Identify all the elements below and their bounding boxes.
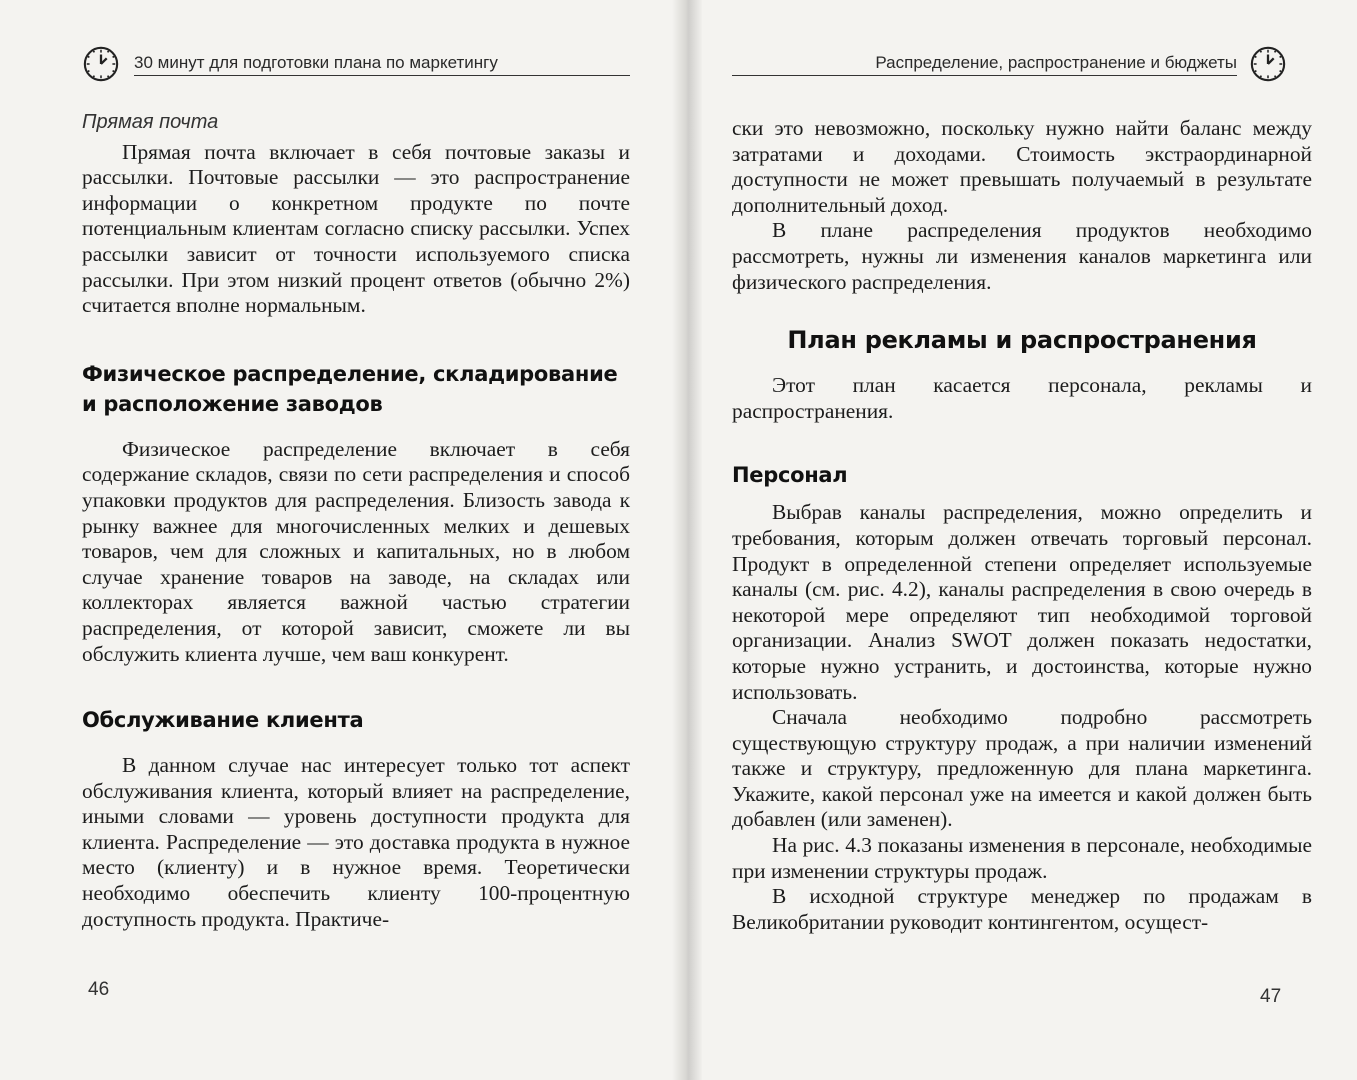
paragraph-personnel-1: Выбрав каналы распределения, можно определить и требования, которым должен отвечать торговый персонал. Продукт в определенной степени определяет используемые каналы (см. рис. 4.2), каналы распределения в свою очередь в некоторой мере определяют тип необходимой торговой организации. Анализ SWOT должен показать недостатки, которые нужно устранить, и достоинства, которые нужно использовать. — [732, 500, 1312, 704]
paragraph-direct-mail: Прямая почта включает в себя почтовые заказы и рассылки. Почтовые рассылки — это распространение информации о конкретном продукте по почте потенциальным клиентам согласно списку рассылки. Успех рассылки зависит от точности используемого списка рассылки. При этом низкий процент ответов (обычно 2%) считается вполне нормальным. — [82, 139, 630, 318]
subsection-title-direct-mail: Прямая почта — [82, 111, 219, 133]
right-running-head — [732, 44, 1287, 84]
paragraph-advertising-plan: Этот план касается персонала, рекламы и распространения. — [732, 373, 1312, 423]
paragraph-distribution-plan: В плане распределения продуктов необходимо рассмотреть, нужны ли изменения каналов маркетинга или физического распределения. — [732, 218, 1312, 294]
page-number-right: 47 — [1260, 986, 1282, 1007]
section-title-customer-service: Обслуживание клиента — [82, 708, 364, 733]
left-running-head-text: 30 минут для подготовки плана по маркетингу — [134, 53, 630, 76]
section-title-advertising-plan: План рекламы и распространения — [787, 326, 1257, 355]
paragraph-physical-distribution: Физическое распределение включает в себя содержание складов, связи по сети распределения и способ упаковки продуктов для распределения. Близость завода к рынку важнее для многочисленных мелких и дешевых товаров, чем для сложных и капитальных, но в любом случае хранение товаров на заводе, на складах или коллекторах является важной частью стратегии распределения, от которой зависит, сможете ли вы обслужить клиента лучше, чем ваш конкурент. — [82, 436, 630, 666]
right-running-head-text: Распределение, распространение и бюджеты — [732, 53, 1237, 76]
clock-icon — [82, 45, 120, 83]
paragraph-personnel-2: Сначала необходимо подробно рассмотреть существующую структуру продаж, а при наличии изменений также и структуру, предложенную для плана маркетинга. Укажите, какой персонал уже на имеется и какой должен быть добавлен (или заменен). — [732, 705, 1312, 832]
left-running-head — [82, 44, 630, 84]
section-title-personnel: Персонал — [732, 463, 848, 488]
clock-icon — [1249, 45, 1287, 83]
right-page — [700, 0, 1357, 1080]
left-body — [82, 110, 630, 932]
page-number-left: 46 — [88, 979, 110, 1000]
paragraph-customer-service: В данном случае нас интересует только тот аспект обслуживания клиента, который влияет на распределение, иными словами — уровень доступности продукта для клиента. Распределение — это доставка продукта в нужное место (клиенту) и в нужное время. Теоретически необходимо обеспечить клиенту 100-процентную доступность продукта. Практиче- — [82, 753, 630, 931]
right-body — [732, 116, 1312, 935]
paragraph-personnel-3: На рис. 4.3 показаны изменения в персонале, необходимые при изменении структуры продаж. — [732, 833, 1312, 883]
paragraph-personnel-4: В исходной структуре менеджер по продажам в Великобритании руководит контингентом, осущест- — [732, 884, 1312, 934]
section-title-physical-distribution: Физическое распределение, складирование и расположение заводов — [82, 361, 618, 416]
paragraph-continued: ски это невозможно, поскольку нужно найти баланс между затратами и доходами. Стоимость экстраординарной доступности не может превышать получаемый в результате дополнительный доход. — [732, 116, 1312, 217]
